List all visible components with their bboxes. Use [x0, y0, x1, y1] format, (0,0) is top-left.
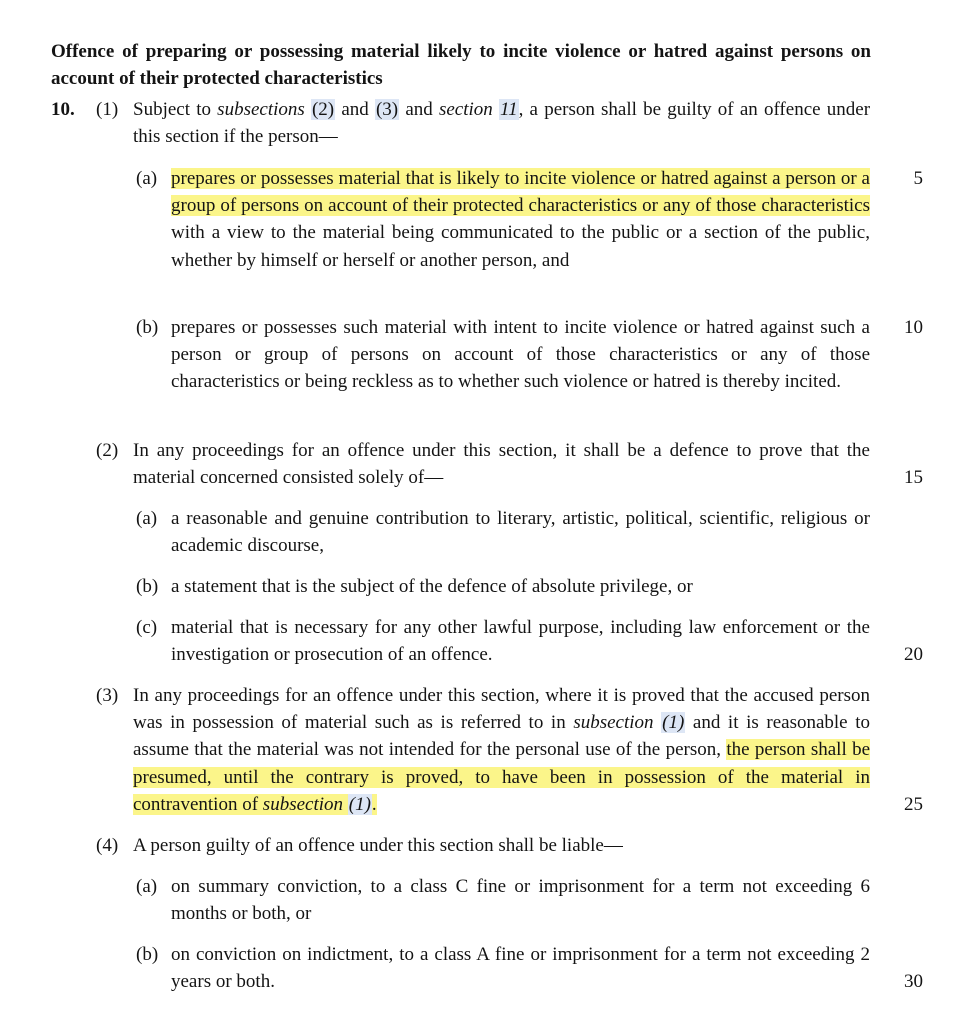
ref-section-11[interactable]: 11	[500, 99, 518, 120]
ref-subsection-3[interactable]: (3)	[375, 99, 399, 120]
para-1b-label: (b)	[136, 317, 159, 338]
subsection-2-text: In any proceedings for an offence under this section, it shall be a defence to prove that the material concerned consisted solely of—	[133, 440, 870, 489]
para-2a-text: a reasonable and genuine contribution to literary, artistic, political, scientific, religious or academic discourse,	[171, 508, 870, 557]
subsection-2-label: (2)	[96, 440, 119, 461]
line-number: 5	[913, 168, 923, 189]
para-1a-label: (a)	[136, 168, 158, 189]
line-number: 30	[904, 971, 923, 992]
para-2c-label: (c)	[136, 617, 158, 638]
para-1a-text: prepares or possesses material that is likely to incite violence or hatred against a person or a group of persons on account of their protected characteristics or any of those characteristics with a view to the material being communicated to the public or a section of the public, whether by himself or herself or another person, and	[171, 168, 870, 271]
para-2b-text: a statement that is the subject of the defence of absolute privilege, or	[171, 576, 693, 597]
para-4a-text: on summary conviction, to a class C fine or imprisonment for a term not exceeding 6 months or both, or	[171, 876, 870, 925]
line-number: 15	[904, 467, 923, 488]
para-2c-text: material that is necessary for any other lawful purpose, including law enforcement or the investigation or prosecution of an offence.	[171, 617, 870, 666]
subsection-1-text: Subject to subsections (2) and (3) and section 11, a person shall be guilty of an offence under this section if the person—	[133, 99, 871, 148]
ref-subsection-2[interactable]: (2)	[311, 99, 335, 120]
ref-subsection-1-highlighted[interactable]: (1)	[348, 793, 371, 815]
section-number: 10.	[51, 99, 75, 120]
para-1b-text: prepares or possesses such material with intent to incite violence or hatred against such a person or group of persons on account of those characteristics or any of those characteristics or being reckless as to whether such violence or hatred is thereby incited.	[171, 317, 870, 393]
para-2b-label: (b)	[136, 576, 159, 597]
line-number: 20	[904, 644, 923, 665]
subsection-4-text: A person guilty of an offence under this section shall be liable—	[133, 835, 623, 856]
line-number: 25	[904, 794, 923, 815]
highlight-1a: prepares or possesses material that is likely to incite violence or hatred against a person or a group of persons on account of their protected characteristics or any of those characteristics	[171, 168, 870, 217]
highlight-3: the person shall be presumed, until the contrary is proved, to have been in possession of the material in contravention of subsection (1).	[133, 739, 870, 815]
para-4b-text: on conviction on indictment, to a class A fine or imprisonment for a term not exceeding 2 years or both.	[171, 944, 870, 993]
para-4a-label: (a)	[136, 876, 158, 897]
subsection-4-label: (4)	[96, 835, 119, 856]
subsection-3-label: (3)	[96, 685, 119, 706]
subsection-3-text: In any proceedings for an offence under this section, where it is proved that the accused person was in possession of material such as is referred to in subsection (1) and it is reasonable to assume that the material was not intended for the personal use of the person, the person shall be presumed, until the contrary is proved, to have been in possession of the material in contravention of subsection (1).	[133, 685, 870, 815]
subsection-1-label: (1)	[96, 99, 119, 120]
para-2a-label: (a)	[136, 508, 158, 529]
line-number: 10	[904, 317, 923, 338]
section-heading: Offence of preparing or possessing material likely to incite violence or hatred against persons on account of their protected characteristics	[51, 41, 871, 89]
ref-subsection-1[interactable]: (1)	[662, 712, 685, 734]
para-4b-label: (b)	[136, 944, 159, 965]
